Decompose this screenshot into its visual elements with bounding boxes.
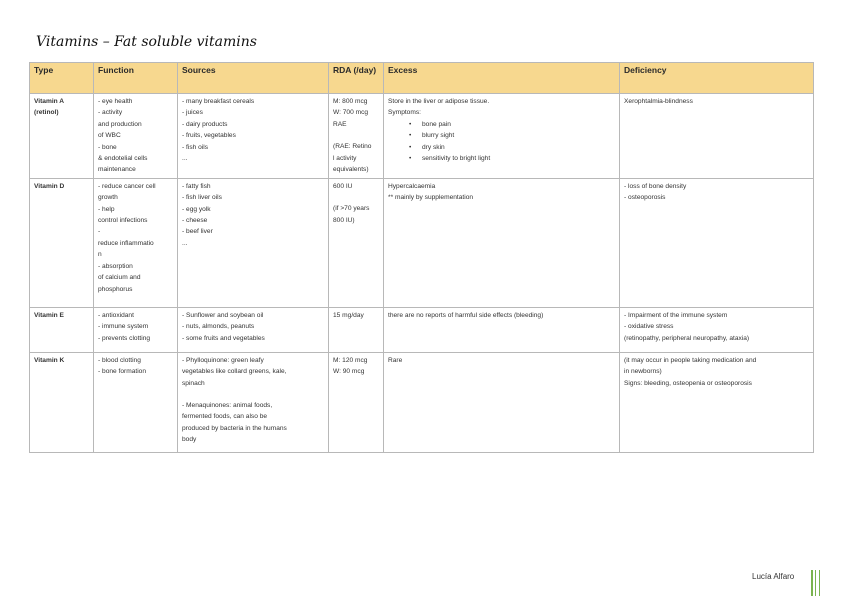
deficiency-line: - Impairment of the immune system [624,311,728,319]
header-sources: Sources [178,63,329,94]
table-row-vitamin-d [30,178,814,307]
sources-cell [178,352,329,452]
rda-line: equivalents) [333,166,369,174]
sources-line: - fish oils [182,143,209,151]
rda-line: 15 mg/day [333,311,364,319]
excess-line: Store in the liver or adipose tissue. [388,98,490,105]
sources-cell [178,307,329,352]
rda-line [333,130,379,141]
rda-cell [329,94,384,179]
function-line: - antioxidant [98,311,134,319]
function-line: - bone formation [98,368,147,376]
header-excess: Excess [384,63,620,94]
excess-cell [384,178,620,307]
excess-cell [384,307,620,352]
deficiency-line: Signs: bleeding, osteopenia or osteoporosis [624,379,752,387]
page-title: Vitamins – Fat soluble vitamins [36,34,257,50]
sources-line: ... [182,155,188,163]
rda-line: W: 90 mcg [333,368,365,376]
deficiency-line: - osteoporosis [624,194,666,202]
type-line: Vitamin D [34,182,65,190]
rda-line: (if >70 years [333,205,370,213]
function-line: reduce inflammatio [98,239,154,247]
function-line: maintenance [98,166,136,174]
rda-line: 600 IU [333,182,353,190]
deficiency-line: Xerophtalmia-blindness [624,98,693,105]
symptom-item: • sensitivity to bright light [422,153,615,164]
rda-line [333,192,379,203]
function-line: - help [98,205,115,213]
type-cell [30,178,94,307]
function-line: n [98,251,102,259]
symptom-item: • dry skin [422,142,615,153]
deficiency-cell [620,94,814,179]
type-line: Vitamin E [34,311,64,319]
type-line: Vitamin A [34,98,65,105]
type-cell [30,307,94,352]
sources-line: - fatty fish [182,182,211,190]
symptoms-list [388,119,615,165]
rda-line: (RAE: Retino [333,143,372,151]
author-name: Lucía Alfaro [752,572,795,581]
sources-line: fermented foods, can also be [182,413,268,421]
rda-cell [329,352,384,452]
header-function: Function [94,63,178,94]
excess-cell [384,94,620,179]
function-line: - bone [98,143,117,151]
function-line: & endotelial cells [98,155,148,163]
rda-line: RAE [333,120,347,128]
sources-line: - dairy products [182,120,228,128]
table-header-row [30,63,814,94]
function-cell [94,94,178,179]
function-cell [94,352,178,452]
deficiency-line: (retinopathy, peripheral neuropathy, ataxia) [624,334,750,342]
rda-line: l activity [333,154,357,162]
sources-line: produced by bacteria in the humans [182,424,287,432]
sources-cell [178,94,329,179]
table-row-vitamin-k [30,352,814,452]
function-line: - prevents clotting [98,334,151,342]
deficiency-line: - oxidative stress [624,323,674,331]
sources-cell [178,178,329,307]
type-cell [30,352,94,452]
excess-line: Rare [388,356,403,364]
table-row-vitamin-e [30,307,814,352]
function-line: - [98,228,101,236]
excess-line: Symptoms: [388,109,421,117]
sources-line: - Sunflower and soybean oil [182,311,264,319]
sources-line: - fruits, vegetables [182,132,236,140]
symptom-item: • bone pain [422,119,615,130]
sources-line: - many breakfast cereals [182,98,255,105]
header-deficiency: Deficiency [620,63,814,94]
type-line: (retinol) [34,109,59,117]
sources-line: - cheese [182,217,208,225]
excess-cell [384,352,620,452]
header-rda: RDA (/day) [329,63,384,94]
rda-cell [329,178,384,307]
margin-lines-decoration [811,570,820,596]
rda-line: M: 800 mcg [333,98,368,105]
excess-line: Hypercalcaemia [388,182,436,190]
type-line: Vitamin K [34,356,65,364]
function-line: phosphorus [98,285,133,293]
sources-line: - some fruits and vegetables [182,334,265,342]
excess-line: ** mainly by supplementation [388,194,474,202]
sources-line: vegetables like collard greens, kale, [182,368,287,376]
type-cell [30,94,94,179]
sources-line: ... [182,239,188,247]
function-line: of WBC [98,132,121,140]
sources-line: - beef liver [182,228,213,236]
sources-line [182,389,324,400]
function-line: growth [98,194,118,202]
deficiency-cell [620,307,814,352]
function-line: control infections [98,217,148,225]
function-line: of calcium and [98,274,141,282]
deficiency-line: (it may occur in people taking medication and [624,356,757,364]
sources-line: - Menaquinones: animal foods, [182,402,273,410]
function-line: - immune system [98,323,149,331]
deficiency-line: - loss of bone density [624,182,687,190]
sources-line: - nuts, almonds, peanuts [182,323,255,331]
sources-line: body [182,436,197,444]
deficiency-cell [620,178,814,307]
sources-line: - juices [182,109,203,117]
function-line: - activity [98,109,123,117]
table-row-vitamin-a [30,94,814,179]
function-line: - blood clotting [98,356,141,364]
sources-line: - egg yolk [182,205,211,213]
rda-line: 800 IU) [333,216,355,224]
function-line: - absorption [98,262,133,270]
function-line: and production [98,120,142,128]
sources-line: spinach [182,379,205,387]
rda-line: M: 120 mcg [333,356,368,364]
excess-line: there are no reports of harmful side effects (bleeding) [388,311,544,319]
symptom-item: • blurry sight [422,130,615,141]
function-line: - reduce cancer cell [98,182,156,190]
sources-line: - Phylloquinone: green leafy [182,356,264,364]
rda-cell [329,307,384,352]
function-cell [94,307,178,352]
header-type: Type [30,63,94,94]
function-cell [94,178,178,307]
rda-line: W: 700 mcg [333,109,369,117]
vitamins-table [29,62,814,453]
deficiency-cell [620,352,814,452]
sources-line: - fish liver oils [182,194,222,202]
function-line: - eye health [98,98,133,105]
deficiency-line: in newborns) [624,368,662,376]
